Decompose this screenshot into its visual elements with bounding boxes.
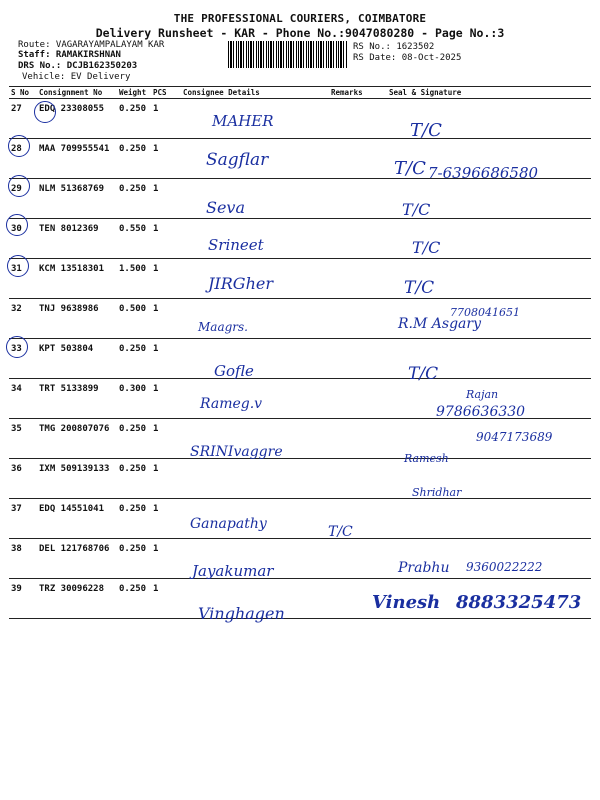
row-remarks [329, 459, 379, 499]
sno-circle [6, 214, 28, 236]
table-row [9, 339, 591, 379]
row-sno: 35 [9, 419, 37, 459]
row-pcs: 1 [151, 579, 181, 619]
rs-date: RS Date: 08-Oct-2025 [353, 53, 462, 63]
row-consignment: TEN 8012369 [37, 219, 117, 259]
handwritten-signature: Vinesh [372, 592, 441, 613]
table-row [9, 99, 591, 139]
row-sno: 38 [9, 539, 37, 579]
sno-circle [8, 135, 30, 157]
row-consignment: TNJ 9638986 [37, 299, 117, 339]
row-sno: 34 [9, 379, 37, 419]
sno-circle [8, 175, 30, 197]
row-weight: 0.300 [117, 379, 151, 419]
drs-number: DRS No.: DCJB162350203 [18, 61, 138, 71]
col-consignee: Consignee Details [181, 87, 329, 99]
row-weight: 0.250 [117, 179, 151, 219]
handwritten-name: Vinghagen [198, 604, 285, 623]
handwritten-seal: T/C [408, 364, 439, 384]
col-consignment: Consignment No [37, 87, 117, 99]
row-consignment: TRZ 30096228 [37, 579, 117, 619]
row-weight: 0.250 [117, 579, 151, 619]
handwritten-phone: 9047173689 [476, 430, 553, 444]
row-pcs: 1 [151, 99, 181, 139]
table-row [9, 499, 591, 539]
handwritten-name: Jayakumar [192, 562, 274, 580]
barcode [228, 41, 348, 68]
company-title: THE PROFESSIONAL COURIERS, COIMBATORE [173, 12, 427, 25]
route-label: Route: VAGARAYAMPALAYAM KAR [18, 40, 165, 50]
row-pcs: 1 [151, 179, 181, 219]
row-pcs: 1 [151, 499, 181, 539]
row-sno: 28 [9, 139, 37, 179]
handwritten-phone: 8883325473 [456, 592, 582, 613]
row-remarks [329, 99, 379, 139]
row-sno: 30 [9, 219, 37, 259]
sno-circle [6, 336, 28, 358]
row-pcs: 1 [151, 459, 181, 499]
row-remarks [329, 419, 379, 459]
row-remarks [329, 379, 379, 419]
row-weight: 0.550 [117, 219, 151, 259]
table-row [9, 459, 591, 499]
row-pcs: 1 [151, 259, 181, 299]
row-weight: 0.250 [117, 139, 151, 179]
handwritten-phone: 9360022222 [466, 560, 543, 574]
row-weight: 0.250 [117, 339, 151, 379]
handwritten-seal: T/C [410, 120, 442, 141]
handwritten-name: Seva [206, 198, 246, 217]
handwritten-seal: T/C [328, 524, 353, 540]
row-pcs: 1 [151, 299, 181, 339]
row-seal [379, 219, 591, 259]
row-consignment: NLM 51368769 [37, 179, 117, 219]
handwritten-name: MAHER [212, 112, 274, 130]
row-sno: 37 [9, 499, 37, 539]
row-remarks [329, 179, 379, 219]
row-weight: 1.500 [117, 259, 151, 299]
handwritten-name: Srineet [208, 236, 264, 254]
row-consignment: TMG 200807076 [37, 419, 117, 459]
row-sno: 33 [9, 339, 37, 379]
row-pcs: 1 [151, 339, 181, 379]
handwritten-seal: T/C [412, 238, 441, 257]
table-row [9, 219, 591, 259]
handwritten-name: Gofle [214, 362, 254, 380]
row-pcs: 1 [151, 379, 181, 419]
row-consignment: EDQ 23308055 [37, 99, 117, 139]
sno-circle [34, 101, 56, 123]
handwritten-name: Rameg.v [200, 396, 263, 412]
row-pcs: 1 [151, 539, 181, 579]
rs-number: RS No.: 1623502 [353, 42, 435, 52]
row-remarks [329, 259, 379, 299]
row-seal [379, 499, 591, 539]
col-remarks: Remarks [329, 87, 379, 99]
table-header-row [9, 87, 591, 99]
handwritten-name: Sagflar [206, 150, 269, 170]
table-row [9, 179, 591, 219]
col-pcs: PCS [151, 87, 181, 99]
handwritten-seal: T/C [394, 158, 426, 179]
row-sno: 31 [9, 259, 37, 299]
handwritten-phone: 7-6396686580 [428, 164, 539, 182]
row-consignment: TRT 5133899 [37, 379, 117, 419]
table-row [9, 259, 591, 299]
handwritten-signature: Shridhar [412, 486, 462, 499]
row-consignment: MAA 709955541 [37, 139, 117, 179]
row-weight: 0.250 [117, 459, 151, 499]
handwritten-seal: T/C [402, 200, 431, 219]
handwritten-signature: Ramesh [404, 452, 449, 465]
handwritten-name: Ganapathy [190, 516, 267, 532]
row-consignee [181, 459, 329, 499]
vehicle-label: Vehicle: EV Delivery [22, 72, 131, 82]
handwritten-name: JIRGher [208, 274, 273, 293]
row-sno: 36 [9, 459, 37, 499]
handwritten-phone: 7708041651 [450, 306, 520, 319]
row-sno: 27 [9, 99, 37, 139]
col-weight: Weight [117, 87, 151, 99]
row-weight: 0.250 [117, 419, 151, 459]
row-weight: 0.500 [117, 299, 151, 339]
handwritten-signature: Rajan [466, 388, 499, 401]
row-weight: 0.250 [117, 99, 151, 139]
row-remarks [329, 539, 379, 579]
handwritten-seal: T/C [404, 278, 435, 298]
row-consignment: DEL 121768706 [37, 539, 117, 579]
sno-circle [7, 255, 29, 277]
row-remarks [329, 219, 379, 259]
row-consignment: EDQ 14551041 [37, 499, 117, 539]
row-sno: 29 [9, 179, 37, 219]
col-sno: S No [9, 87, 37, 99]
row-consignment: KPT 503804 [37, 339, 117, 379]
runsheet-subtitle: Delivery Runsheet - KAR - Phone No.:9047080280 - Page No.:3 [95, 26, 505, 40]
handwritten-name: SRINIvaggre [190, 444, 283, 460]
row-consignee [181, 339, 329, 379]
staff-label: Staff: RAMAKIRSHNAN [18, 50, 121, 60]
row-consignment: IXM 509139133 [37, 459, 117, 499]
row-weight: 0.250 [117, 499, 151, 539]
row-consignee [181, 179, 329, 219]
row-sno: 32 [9, 299, 37, 339]
row-remarks [329, 299, 379, 339]
col-seal: Seal & Signature [379, 87, 591, 99]
row-remarks [329, 139, 379, 179]
row-weight: 0.250 [117, 539, 151, 579]
row-remarks [329, 339, 379, 379]
row-pcs: 1 [151, 419, 181, 459]
row-sno: 39 [9, 579, 37, 619]
handwritten-name: Maagrs. [198, 320, 248, 334]
handwritten-phone: 9786636330 [436, 404, 526, 420]
row-consignment: KCM 13518301 [37, 259, 117, 299]
row-pcs: 1 [151, 219, 181, 259]
handwritten-signature: R.M Asgary [398, 316, 481, 332]
handwritten-signature: Prabhu [398, 560, 450, 576]
row-pcs: 1 [151, 139, 181, 179]
